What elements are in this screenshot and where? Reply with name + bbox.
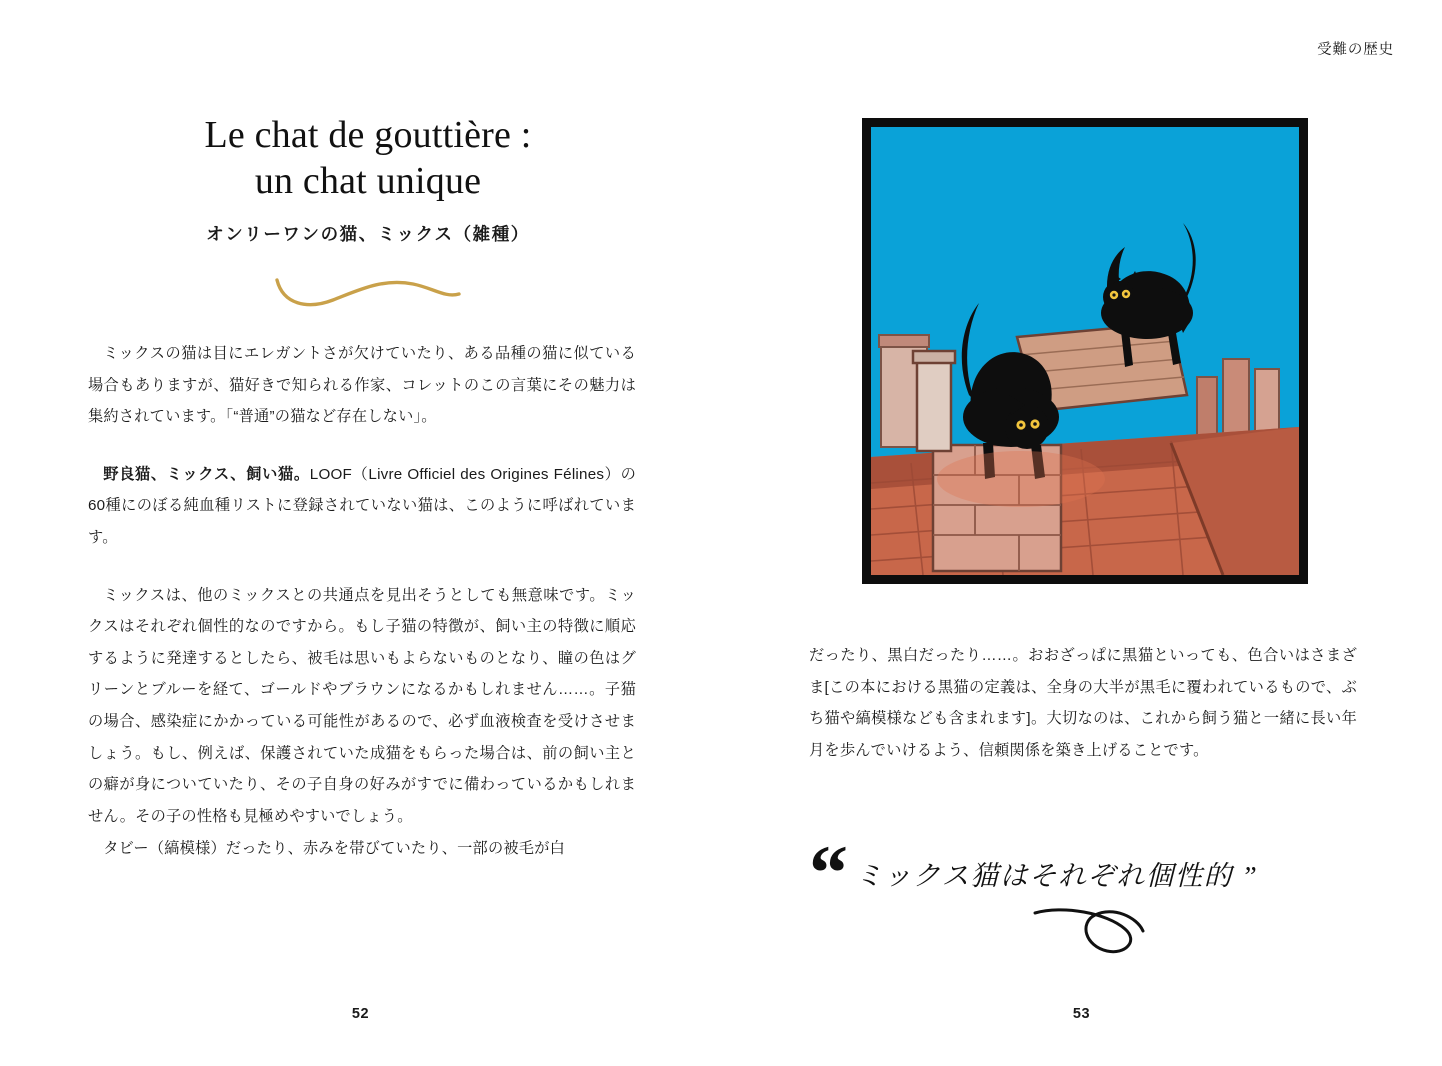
cats-on-roof-illustration-icon: [871, 127, 1299, 575]
paragraph-1: ミックスの猫は目にエレガントさが欠けていたり、ある品種の猫に似ている場合もありますが、猫好きで知られる作家、コレットのこの言葉にその魅力は集約されています。「“普通”の猫など存在しない」。: [88, 345, 636, 426]
folio-left: 52: [351, 1006, 370, 1022]
paragraph-2-lead: 野良猫、ミックス、飼い猫。: [103, 465, 310, 483]
title-french-line1: Le chat de gouttière :: [204, 114, 532, 156]
right-page: [721, 0, 1442, 1066]
title-japanese: オンリーワンの猫、ミックス（雑種）: [206, 223, 530, 244]
folio-right: 53: [1072, 1006, 1091, 1022]
paragraph-continuation: だったり、黒白だったり……。おおざっぱに黒猫といっても、色合いはさまざま[この本における黒猫の定義は、全身の大半が黒毛に覆われているもので、ぶち猫や縞模様なども含まれます]。大切なのは、これから飼う猫と一緒に長い年月を歩んでいけるよう、信頼関係を築き上げることです。: [809, 647, 1357, 759]
pull-quote-text: ミックス猫はそれぞれ個性的 ”: [854, 860, 1259, 891]
paragraph-3: ミックスは、他のミックスとの共通点を見出そうとしても無意味です。ミックスはそれぞれ個性的なのですから。もし子猫の特徴が、飼い主の特徴に順応するように発達するとしたら、被毛は思いもよらないものとなり、瞳の色はグリーンとブルーを経て、ゴールドやブラウンになるかもしれません……。子猫の場合、感染症にかかっている可能性があるので、必ず血液検査を受けさせましょう。もし、例えば、保護されていた成猫をもらった場合は、前の飼い主との癖が身についていたり、その子自身の好みがすでに備わっているかもしれません。その子の性格も見極めやすいでしょう。: [88, 586, 636, 825]
title-french-line2: un chat unique: [254, 160, 482, 203]
illustration-frame: [862, 118, 1308, 584]
paragraph-2: [88, 459, 636, 554]
paragraph-2-rest: LOOF（Livre Officiel des Origines Félines）の60種にのぼる純血種リストに登録されていない猫は、このように呼ばれています。: [88, 465, 636, 547]
title-french: [88, 112, 648, 205]
chapter-title-block: [88, 112, 648, 319]
quote-mark-icon: “: [809, 829, 845, 916]
left-body-column: [88, 338, 636, 890]
pull-quote: [809, 829, 1369, 964]
flourish-ornament-icon: [273, 272, 463, 314]
paragraph-4: タビー（縞模様）だったり、赤みを帯びていたり、一部の被毛が白: [103, 839, 566, 857]
pull-quote-row: [809, 829, 1369, 916]
right-body-column: [809, 640, 1357, 792]
running-head: 受難の歴史: [1317, 42, 1394, 58]
illustration: [871, 127, 1299, 575]
swash-ornament-icon: [1029, 903, 1149, 959]
